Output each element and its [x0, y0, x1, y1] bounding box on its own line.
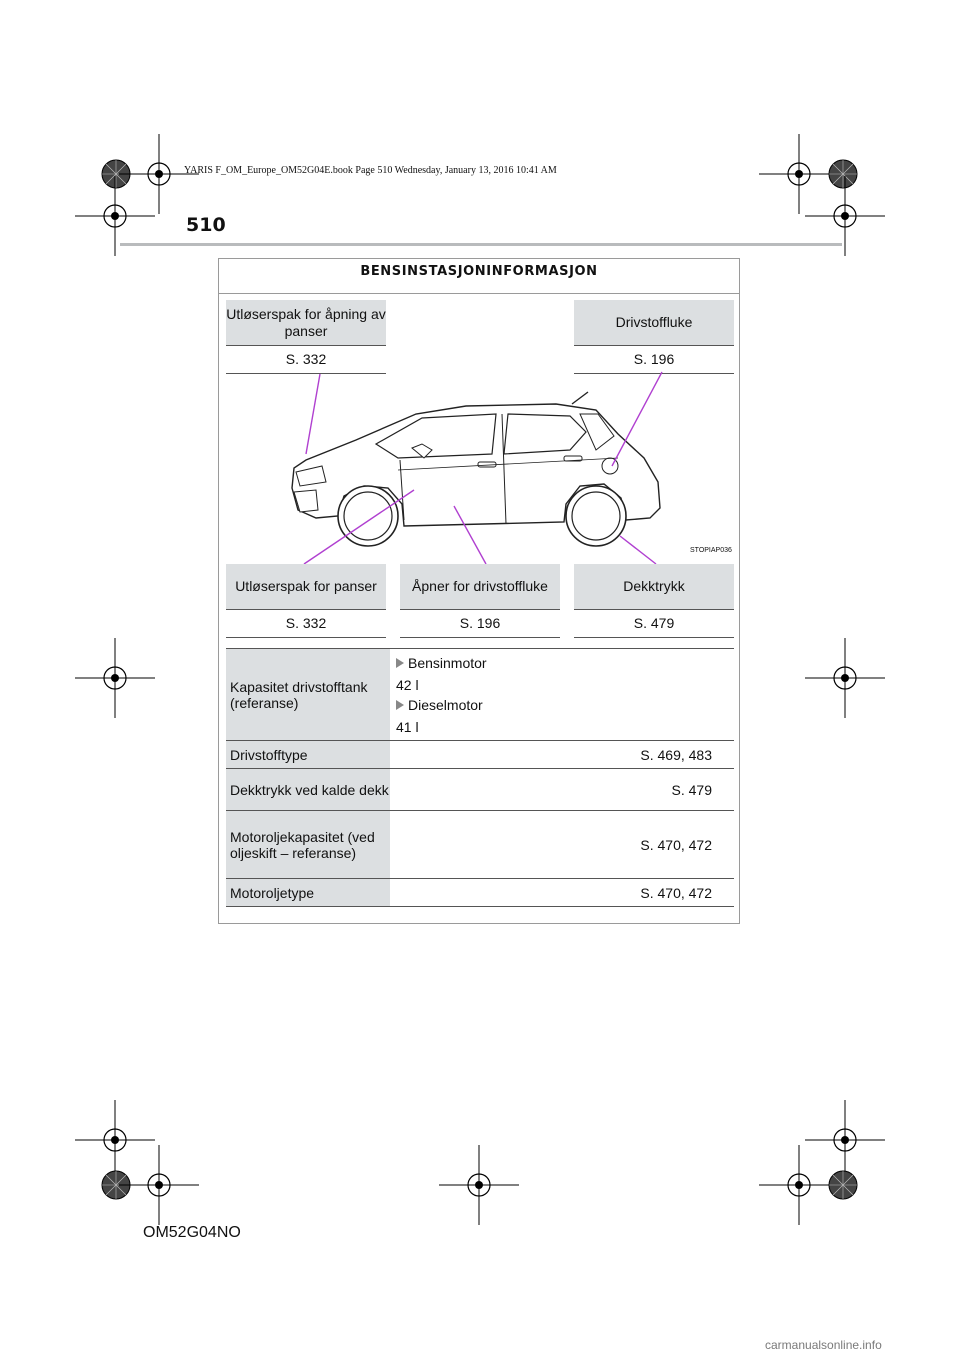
row-value: S. 470, 472: [390, 879, 734, 907]
row-value: S. 469, 483: [390, 741, 734, 769]
row-label: Motoroljetype: [226, 879, 390, 907]
ref-fuel-door: S. 196: [574, 346, 734, 374]
label-tire-pressure: Dekktrykk: [574, 564, 734, 610]
row-value: S. 470, 472: [390, 811, 734, 879]
table-row: [226, 879, 734, 907]
row-value: S. 479: [390, 769, 734, 811]
watermark: carmanualsonline.info: [765, 1338, 882, 1352]
table-row: [226, 769, 734, 811]
triangle-bullet-icon: [396, 658, 404, 668]
ref-tire-pressure: S. 479: [574, 610, 734, 638]
ref-hood-release-opening: S. 332: [226, 346, 386, 374]
engine-diesel: Dieselmotor: [408, 696, 483, 713]
label-fuel-door: Drivstoffluke: [574, 300, 734, 346]
manual-code: OM52G04NO: [143, 1224, 241, 1241]
book-info: YARIS F_OM_Europe_OM52G04E.book Page 510 Wednesday, January 13, 2016 10:41 AM: [184, 165, 557, 176]
car-illustration: [226, 370, 736, 565]
page-number: 510: [186, 214, 226, 236]
label-hood-release-opening: Utløserspak for åpning av panser: [226, 300, 386, 346]
row-label: Drivstofftype: [226, 741, 390, 769]
capacity-values: [390, 649, 734, 741]
row-label: Dekktrykk ved kalde dekk: [226, 769, 390, 811]
spec-table: [226, 648, 734, 907]
capacity-label: Kapasitet drivstofftank (referanse): [226, 649, 390, 741]
table-row: [226, 811, 734, 879]
row-label: Motoroljekapasitet (ved oljeskift – referanse): [226, 811, 390, 879]
label-fuel-door-opener: Åpner for drivstoffluke: [400, 564, 560, 610]
table-row: [226, 741, 734, 769]
ref-fuel-door-opener: S. 196: [400, 610, 560, 638]
info-box-title: BENSINSTASJONINFORMASJON: [360, 264, 598, 279]
capacity-diesel: 41 l: [396, 718, 419, 735]
engine-petrol: Bensinmotor: [408, 654, 487, 671]
triangle-bullet-icon: [396, 700, 404, 710]
capacity-petrol: 42 l: [396, 676, 419, 693]
table-row: [226, 649, 734, 741]
header-rule: [120, 243, 842, 246]
ref-hood-release: S. 332: [226, 610, 386, 638]
diagram-code: STOPIAP036: [690, 547, 732, 554]
label-hood-release: Utløserspak for panser: [226, 564, 386, 610]
